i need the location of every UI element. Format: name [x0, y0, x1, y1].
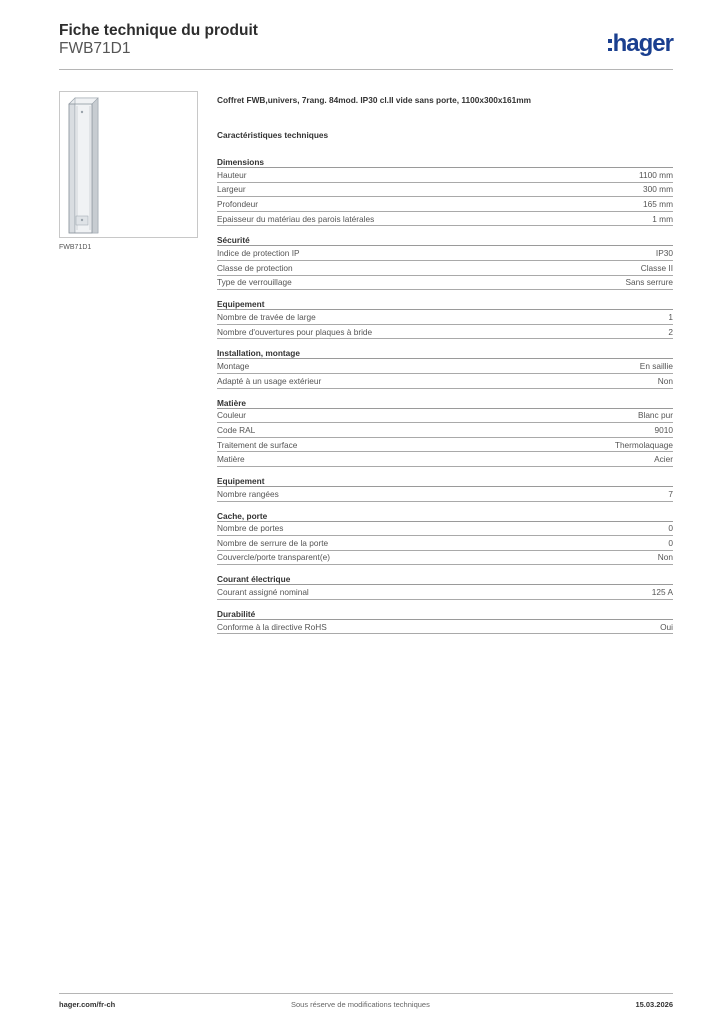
section-title: Durabilité: [217, 609, 673, 620]
section-title: Sécurité: [217, 235, 673, 246]
spec-row: [217, 423, 673, 438]
page-footer: [59, 993, 673, 1017]
spec-section: [217, 299, 673, 339]
spec-value: Non: [657, 552, 673, 563]
spec-label: Matière: [217, 454, 245, 465]
spec-row: [217, 168, 673, 183]
spec-row: [217, 197, 673, 212]
spec-label: Profondeur: [217, 198, 259, 209]
spec-row: [217, 261, 673, 276]
spec-section: [217, 398, 673, 467]
spec-value: Thermolaquage: [614, 439, 673, 450]
spec-label: Couleur: [217, 410, 247, 421]
image-caption: FWB71D1: [59, 244, 92, 251]
spec-value: Oui: [660, 621, 673, 632]
hager-logo: [608, 28, 673, 60]
document-title: Fiche technique du produit: [59, 22, 258, 39]
spec-label: Type de verrouillage: [217, 277, 292, 288]
spec-label: Hauteur: [217, 169, 247, 180]
product-image: [59, 91, 198, 238]
spec-row: [217, 212, 673, 227]
specs-heading: Caractéristiques techniques: [217, 130, 329, 140]
spec-value: 300 mm: [643, 184, 673, 195]
section-title: Equipement: [217, 299, 673, 310]
spec-value: 2: [668, 326, 673, 337]
spec-row: [217, 620, 673, 635]
spec-sections: [217, 157, 673, 634]
spec-label: Nombre d'ouvertures pour plaques à bride: [217, 326, 373, 337]
footer-website: hager.com/fr-ch: [59, 1000, 116, 1009]
spec-label: Adapté à un usage extérieur: [217, 375, 322, 386]
spec-row: [217, 536, 673, 551]
spec-value: En saillie: [639, 361, 673, 372]
spec-value: 1100 mm: [639, 169, 673, 180]
spec-row: [217, 452, 673, 467]
section-title: Dimensions: [217, 157, 673, 168]
section-title: Equipement: [217, 476, 673, 487]
spec-section: [217, 235, 673, 290]
spec-value: Sans serrure: [625, 277, 673, 288]
logo-text: hager: [612, 30, 673, 57]
product-reference: FWB71D1: [59, 40, 131, 57]
spec-label: Nombre de portes: [217, 523, 284, 534]
product-specifications: [217, 95, 673, 634]
section-title: Matière: [217, 398, 673, 409]
spec-value: Acier: [654, 454, 673, 465]
section-title: Courant électrique: [217, 574, 673, 585]
spec-row: [217, 325, 673, 340]
spec-row: [217, 246, 673, 261]
spec-label: Epaisseur du matériau des parois latérales: [217, 213, 375, 224]
spec-label: Couvercle/porte transparent(e): [217, 552, 330, 563]
spec-row: [217, 409, 673, 424]
spec-row: [217, 522, 673, 537]
spec-row: [217, 310, 673, 325]
spec-value: 165 mm: [643, 198, 673, 209]
spec-value: 9010: [654, 424, 673, 435]
spec-value: IP30: [655, 248, 673, 259]
footer-date: 15.03.2026: [635, 1000, 673, 1009]
spec-value: 0: [668, 537, 673, 548]
cabinet-illustration: [60, 92, 197, 237]
spec-row: [217, 183, 673, 198]
spec-value: 1: [668, 311, 673, 322]
spec-row: [217, 438, 673, 453]
spec-label: Nombre de serrure de la porte: [217, 537, 329, 548]
spec-label: Largeur: [217, 184, 246, 195]
spec-label: Nombre rangées: [217, 488, 279, 499]
spec-row: [217, 487, 673, 502]
spec-section: [217, 348, 673, 388]
footer-disclaimer: Sous réserve de modifications techniques: [291, 1000, 430, 1009]
section-title: Installation, montage: [217, 348, 673, 359]
page-header: [59, 20, 673, 70]
spec-value: Classe II: [640, 262, 673, 273]
spec-value: 1 mm: [652, 213, 673, 224]
spec-label: Code RAL: [217, 424, 256, 435]
spec-section: [217, 574, 673, 600]
spec-value: 125 A: [651, 587, 673, 598]
spec-label: Courant assigné nominal: [217, 587, 309, 598]
product-description: Coffret FWB,univers, 7rang. 84mod. IP30 cl.II vide sans porte, 1100x300x161mm: [217, 95, 532, 105]
spec-value: 7: [668, 488, 673, 499]
spec-row: [217, 276, 673, 291]
spec-label: Traitement de surface: [217, 439, 298, 450]
spec-value: 0: [668, 523, 673, 534]
section-title: Cache, porte: [217, 511, 673, 522]
spec-value: Non: [657, 375, 673, 386]
spec-label: Conforme à la directive RoHS: [217, 621, 327, 632]
spec-row: [217, 551, 673, 566]
spec-section: [217, 157, 673, 226]
spec-row: [217, 374, 673, 389]
spec-section: [217, 609, 673, 635]
spec-section: [217, 511, 673, 566]
spec-label: Classe de protection: [217, 262, 293, 273]
spec-row: [217, 359, 673, 374]
spec-section: [217, 476, 673, 502]
spec-row: [217, 585, 673, 600]
spec-label: Nombre de travée de large: [217, 311, 316, 322]
spec-label: Montage: [217, 361, 250, 372]
logo-colon-icon: [608, 39, 612, 51]
spec-value: Blanc pur: [637, 410, 673, 421]
spec-label: Indice de protection IP: [217, 248, 300, 259]
